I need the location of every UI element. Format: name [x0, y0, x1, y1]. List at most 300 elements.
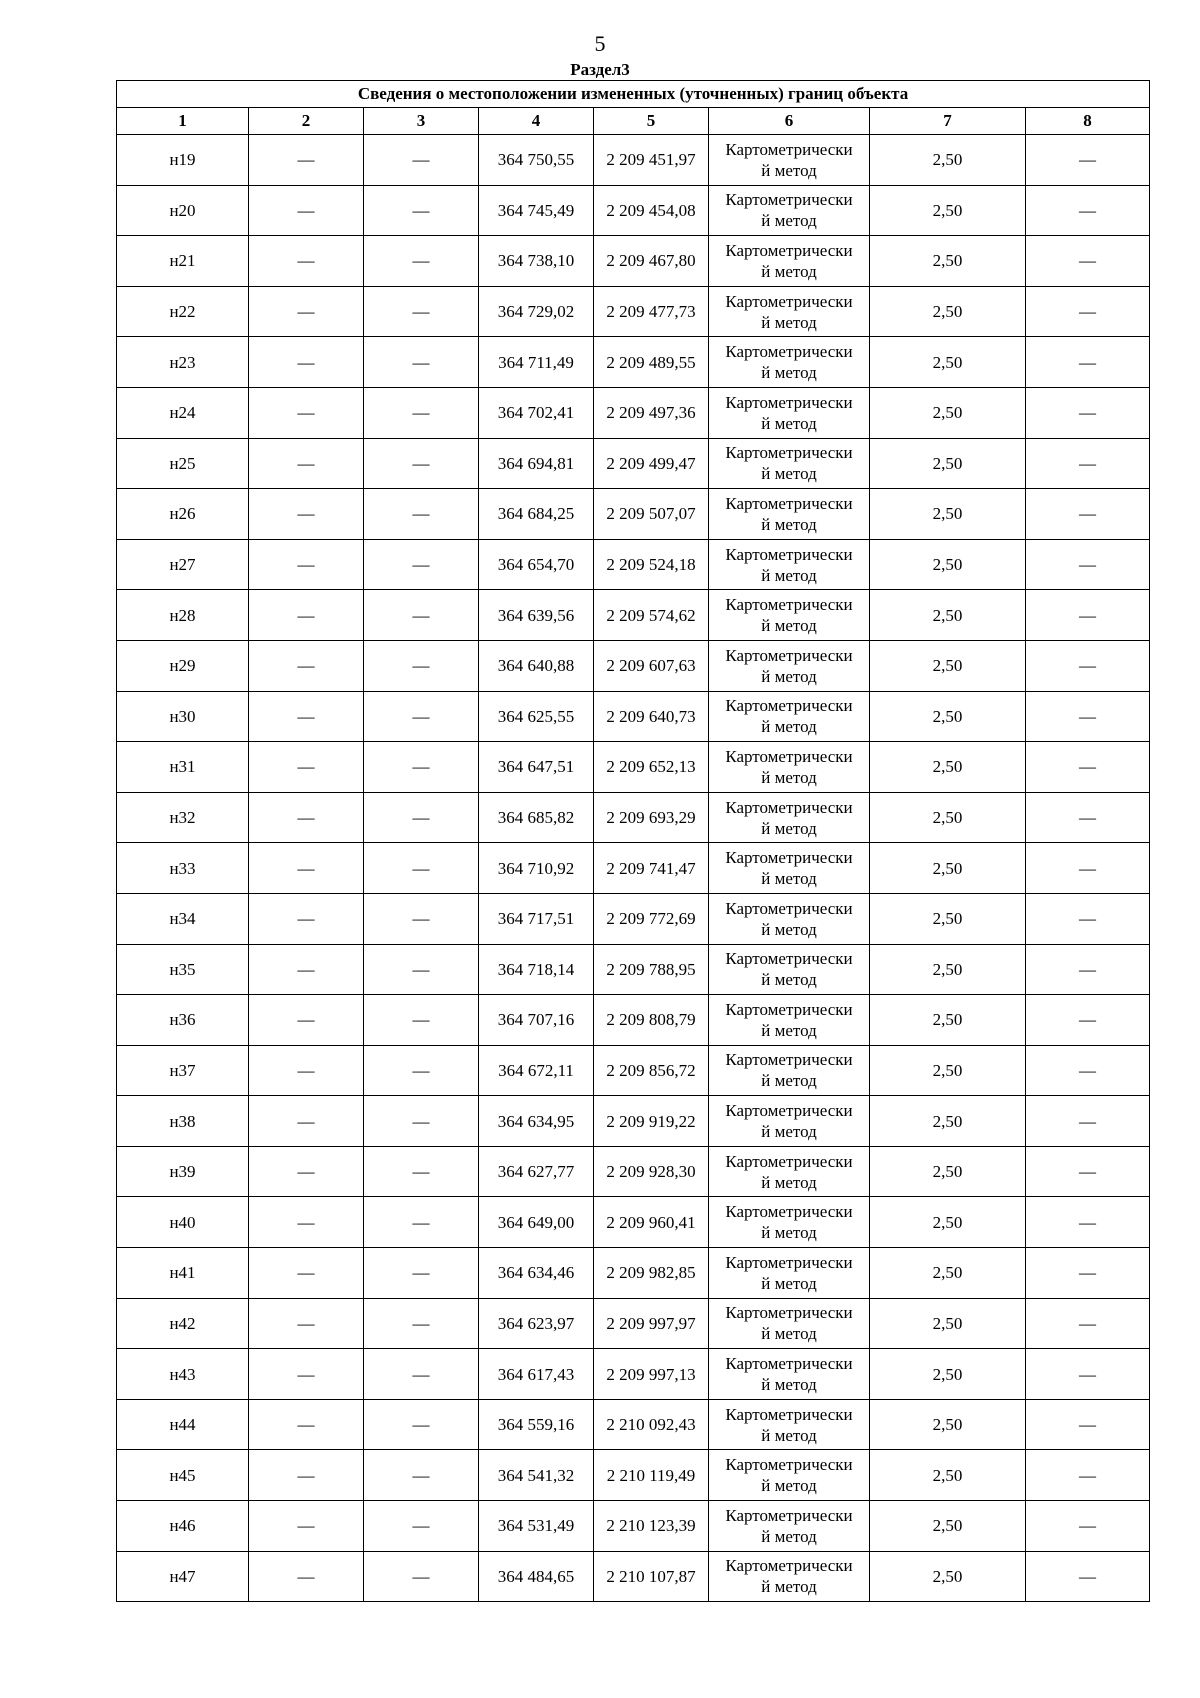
method-line-1: Картометрически [725, 240, 853, 260]
determination-method [709, 1045, 870, 1096]
empty-value-dash: — [249, 337, 364, 388]
table-row [117, 438, 1150, 489]
empty-value-dash: — [1026, 1197, 1150, 1248]
x-coordinate: 364 625,55 [479, 691, 594, 742]
point-name: н29 [117, 640, 249, 691]
empty-value-dash: — [249, 1045, 364, 1096]
empty-value-dash: — [1026, 944, 1150, 995]
y-coordinate: 2 210 123,39 [594, 1501, 709, 1552]
table-row [117, 387, 1150, 438]
empty-value-dash: — [1026, 539, 1150, 590]
determination-method [709, 1450, 870, 1501]
accuracy-value: 2,50 [870, 489, 1026, 540]
section-label: Раздел3 [570, 60, 630, 79]
point-name: н30 [117, 691, 249, 742]
method-line-1: Картометрически [725, 1202, 853, 1222]
empty-value-dash: — [364, 135, 479, 186]
table-row [117, 1551, 1150, 1602]
accuracy-value: 2,50 [870, 438, 1026, 489]
method-line-1: Картометрически [725, 1354, 853, 1374]
method-line-1: Картометрически [725, 746, 853, 766]
x-coordinate: 364 738,10 [479, 236, 594, 287]
empty-value-dash: — [249, 489, 364, 540]
accuracy-value: 2,50 [870, 387, 1026, 438]
point-name: н19 [117, 135, 249, 186]
table-row [117, 286, 1150, 337]
accuracy-value: 2,50 [870, 236, 1026, 287]
y-coordinate: 2 209 451,97 [594, 135, 709, 186]
method-line-2: й метод [761, 818, 817, 838]
method-line-2: й метод [761, 1020, 817, 1040]
y-coordinate: 2 209 997,97 [594, 1298, 709, 1349]
table-row [117, 590, 1150, 641]
y-coordinate: 2 209 788,95 [594, 944, 709, 995]
table-row [117, 1450, 1150, 1501]
empty-value-dash: — [364, 489, 479, 540]
point-name: н41 [117, 1248, 249, 1299]
empty-value-dash: — [364, 539, 479, 590]
determination-method [709, 286, 870, 337]
point-name: н21 [117, 236, 249, 287]
x-coordinate: 364 627,77 [479, 1146, 594, 1197]
empty-value-dash: — [1026, 135, 1150, 186]
empty-value-dash: — [1026, 489, 1150, 540]
y-coordinate: 2 209 497,36 [594, 387, 709, 438]
empty-value-dash: — [364, 1197, 479, 1248]
x-coordinate: 364 654,70 [479, 539, 594, 590]
accuracy-value: 2,50 [870, 1248, 1026, 1299]
method-line-2: й метод [761, 970, 817, 990]
method-line-2: й метод [761, 1375, 817, 1395]
empty-value-dash: — [249, 792, 364, 843]
determination-method [709, 843, 870, 894]
empty-value-dash: — [249, 893, 364, 944]
accuracy-value: 2,50 [870, 337, 1026, 388]
empty-value-dash: — [364, 995, 479, 1046]
method-line-2: й метод [761, 1577, 817, 1597]
column-header: 2 [249, 108, 364, 135]
method-line-1: Картометрически [725, 1556, 853, 1576]
determination-method [709, 489, 870, 540]
y-coordinate: 2 209 856,72 [594, 1045, 709, 1096]
empty-value-dash: — [249, 1096, 364, 1147]
method-line-1: Картометрически [725, 1252, 853, 1272]
point-name: н36 [117, 995, 249, 1046]
accuracy-value: 2,50 [870, 286, 1026, 337]
table-row [117, 1349, 1150, 1400]
y-coordinate: 2 209 741,47 [594, 843, 709, 894]
x-coordinate: 364 694,81 [479, 438, 594, 489]
empty-value-dash: — [364, 1501, 479, 1552]
determination-method [709, 590, 870, 641]
method-line-2: й метод [761, 413, 817, 433]
empty-value-dash: — [249, 944, 364, 995]
method-line-2: й метод [761, 1223, 817, 1243]
point-name: н44 [117, 1399, 249, 1450]
empty-value-dash: — [364, 893, 479, 944]
x-coordinate: 364 639,56 [479, 590, 594, 641]
accuracy-value: 2,50 [870, 1045, 1026, 1096]
accuracy-value: 2,50 [870, 185, 1026, 236]
determination-method [709, 1096, 870, 1147]
method-line-2: й метод [761, 363, 817, 383]
empty-value-dash: — [1026, 1248, 1150, 1299]
accuracy-value: 2,50 [870, 1450, 1026, 1501]
point-name: н28 [117, 590, 249, 641]
empty-value-dash: — [364, 1450, 479, 1501]
table-title: Сведения о местоположении измененных (уточненных) границ объекта [117, 81, 1150, 108]
method-line-2: й метод [761, 464, 817, 484]
y-coordinate: 2 209 997,13 [594, 1349, 709, 1400]
accuracy-value: 2,50 [870, 792, 1026, 843]
method-line-1: Картометрически [725, 999, 853, 1019]
x-coordinate: 364 750,55 [479, 135, 594, 186]
point-name: н34 [117, 893, 249, 944]
method-line-2: й метод [761, 666, 817, 686]
empty-value-dash: — [249, 1197, 364, 1248]
method-line-2: й метод [761, 211, 817, 231]
empty-value-dash: — [364, 1298, 479, 1349]
point-name: н35 [117, 944, 249, 995]
table-row [117, 1248, 1150, 1299]
determination-method [709, 691, 870, 742]
method-line-1: Картометрически [725, 1101, 853, 1121]
empty-value-dash: — [1026, 1146, 1150, 1197]
y-coordinate: 2 209 982,85 [594, 1248, 709, 1299]
x-coordinate: 364 649,00 [479, 1197, 594, 1248]
accuracy-value: 2,50 [870, 1501, 1026, 1552]
empty-value-dash: — [364, 1045, 479, 1096]
accuracy-value: 2,50 [870, 1197, 1026, 1248]
x-coordinate: 364 729,02 [479, 286, 594, 337]
y-coordinate: 2 210 119,49 [594, 1450, 709, 1501]
table-row [117, 1146, 1150, 1197]
point-name: н26 [117, 489, 249, 540]
x-coordinate: 364 634,46 [479, 1248, 594, 1299]
determination-method [709, 135, 870, 186]
method-line-1: Картометрически [725, 1404, 853, 1424]
column-header: 3 [364, 108, 479, 135]
determination-method [709, 893, 870, 944]
point-name: н43 [117, 1349, 249, 1400]
empty-value-dash: — [249, 387, 364, 438]
empty-value-dash: — [1026, 185, 1150, 236]
method-line-2: й метод [761, 919, 817, 939]
empty-value-dash: — [364, 286, 479, 337]
x-coordinate: 364 531,49 [479, 1501, 594, 1552]
x-coordinate: 364 541,32 [479, 1450, 594, 1501]
table-row [117, 944, 1150, 995]
y-coordinate: 2 209 960,41 [594, 1197, 709, 1248]
x-coordinate: 364 717,51 [479, 893, 594, 944]
determination-method [709, 236, 870, 287]
empty-value-dash: — [364, 590, 479, 641]
method-line-1: Картометрически [725, 190, 853, 210]
determination-method [709, 1298, 870, 1349]
determination-method [709, 1501, 870, 1552]
y-coordinate: 2 209 808,79 [594, 995, 709, 1046]
y-coordinate: 2 209 467,80 [594, 236, 709, 287]
empty-value-dash: — [1026, 843, 1150, 894]
empty-value-dash: — [249, 995, 364, 1046]
accuracy-value: 2,50 [870, 640, 1026, 691]
method-line-1: Картометрически [725, 797, 853, 817]
y-coordinate: 2 209 607,63 [594, 640, 709, 691]
table-row [117, 1298, 1150, 1349]
determination-method [709, 387, 870, 438]
empty-value-dash: — [1026, 1399, 1150, 1450]
empty-value-dash: — [249, 438, 364, 489]
empty-value-dash: — [249, 1349, 364, 1400]
method-line-1: Картометрически [725, 848, 853, 868]
empty-value-dash: — [364, 387, 479, 438]
empty-value-dash: — [364, 691, 479, 742]
table-row [117, 539, 1150, 590]
table-row [117, 893, 1150, 944]
method-line-1: Картометрически [725, 1455, 853, 1475]
point-name: н47 [117, 1551, 249, 1602]
x-coordinate: 364 617,43 [479, 1349, 594, 1400]
x-coordinate: 364 634,95 [479, 1096, 594, 1147]
empty-value-dash: — [249, 1399, 364, 1450]
method-line-1: Картометрически [725, 342, 853, 362]
empty-value-dash: — [1026, 1298, 1150, 1349]
empty-value-dash: — [1026, 640, 1150, 691]
x-coordinate: 364 718,14 [479, 944, 594, 995]
table-row [117, 792, 1150, 843]
page-number: 5 [594, 31, 606, 56]
determination-method [709, 1551, 870, 1602]
boundary-coordinates-table [116, 80, 1150, 1602]
determination-method [709, 438, 870, 489]
empty-value-dash: — [364, 640, 479, 691]
column-header: 7 [870, 108, 1026, 135]
method-line-1: Картометрически [725, 595, 853, 615]
x-coordinate: 364 745,49 [479, 185, 594, 236]
determination-method [709, 640, 870, 691]
empty-value-dash: — [1026, 1096, 1150, 1147]
table-row [117, 489, 1150, 540]
x-coordinate: 364 623,97 [479, 1298, 594, 1349]
method-line-1: Картометрически [725, 544, 853, 564]
empty-value-dash: — [364, 438, 479, 489]
table-row [117, 843, 1150, 894]
y-coordinate: 2 209 477,73 [594, 286, 709, 337]
empty-value-dash: — [249, 1501, 364, 1552]
table-row [117, 742, 1150, 793]
y-coordinate: 2 209 640,73 [594, 691, 709, 742]
method-line-2: й метод [761, 1122, 817, 1142]
accuracy-value: 2,50 [870, 843, 1026, 894]
method-line-1: Картометрически [725, 1050, 853, 1070]
column-header-row [117, 108, 1150, 135]
point-name: н37 [117, 1045, 249, 1096]
point-name: н42 [117, 1298, 249, 1349]
method-line-2: й метод [761, 514, 817, 534]
method-line-2: й метод [761, 1425, 817, 1445]
empty-value-dash: — [249, 843, 364, 894]
table-row [117, 337, 1150, 388]
method-line-2: й метод [761, 1476, 817, 1496]
accuracy-value: 2,50 [870, 1298, 1026, 1349]
empty-value-dash: — [1026, 995, 1150, 1046]
empty-value-dash: — [249, 1551, 364, 1602]
empty-value-dash: — [364, 185, 479, 236]
method-line-1: Картометрически [725, 139, 853, 159]
determination-method [709, 1248, 870, 1299]
empty-value-dash: — [364, 1551, 479, 1602]
point-name: н33 [117, 843, 249, 894]
determination-method [709, 185, 870, 236]
method-line-2: й метод [761, 261, 817, 281]
x-coordinate: 364 710,92 [479, 843, 594, 894]
point-name: н46 [117, 1501, 249, 1552]
empty-value-dash: — [364, 1146, 479, 1197]
y-coordinate: 2 209 693,29 [594, 792, 709, 843]
table-row [117, 1096, 1150, 1147]
point-name: н27 [117, 539, 249, 590]
accuracy-value: 2,50 [870, 1146, 1026, 1197]
accuracy-value: 2,50 [870, 1349, 1026, 1400]
y-coordinate: 2 209 919,22 [594, 1096, 709, 1147]
empty-value-dash: — [249, 590, 364, 641]
column-header: 5 [594, 108, 709, 135]
empty-value-dash: — [1026, 337, 1150, 388]
determination-method [709, 337, 870, 388]
determination-method [709, 792, 870, 843]
empty-value-dash: — [364, 742, 479, 793]
accuracy-value: 2,50 [870, 691, 1026, 742]
x-coordinate: 364 640,88 [479, 640, 594, 691]
point-name: н22 [117, 286, 249, 337]
accuracy-value: 2,50 [870, 995, 1026, 1046]
empty-value-dash: — [364, 1096, 479, 1147]
empty-value-dash: — [1026, 438, 1150, 489]
determination-method [709, 1197, 870, 1248]
point-name: н24 [117, 387, 249, 438]
empty-value-dash: — [249, 539, 364, 590]
y-coordinate: 2 209 499,47 [594, 438, 709, 489]
table-title-row [117, 81, 1150, 108]
point-name: н25 [117, 438, 249, 489]
x-coordinate: 364 707,16 [479, 995, 594, 1046]
method-line-2: й метод [761, 312, 817, 332]
empty-value-dash: — [249, 742, 364, 793]
column-header: 8 [1026, 108, 1150, 135]
x-coordinate: 364 672,11 [479, 1045, 594, 1096]
accuracy-value: 2,50 [870, 135, 1026, 186]
table-body [117, 135, 1150, 1602]
point-name: н38 [117, 1096, 249, 1147]
y-coordinate: 2 209 507,07 [594, 489, 709, 540]
method-line-1: Картометрически [725, 1151, 853, 1171]
table-row [117, 236, 1150, 287]
method-line-1: Картометрически [725, 1505, 853, 1525]
determination-method [709, 995, 870, 1046]
method-line-1: Картометрически [725, 1303, 853, 1323]
determination-method [709, 1349, 870, 1400]
empty-value-dash: — [1026, 1349, 1150, 1400]
accuracy-value: 2,50 [870, 1551, 1026, 1602]
empty-value-dash: — [1026, 691, 1150, 742]
x-coordinate: 364 684,25 [479, 489, 594, 540]
empty-value-dash: — [1026, 742, 1150, 793]
determination-method [709, 539, 870, 590]
method-line-2: й метод [761, 565, 817, 585]
table-row [117, 135, 1150, 186]
method-line-1: Картометрически [725, 949, 853, 969]
x-coordinate: 364 711,49 [479, 337, 594, 388]
accuracy-value: 2,50 [870, 1399, 1026, 1450]
method-line-2: й метод [761, 767, 817, 787]
point-name: н39 [117, 1146, 249, 1197]
accuracy-value: 2,50 [870, 893, 1026, 944]
empty-value-dash: — [1026, 1501, 1150, 1552]
determination-method [709, 944, 870, 995]
method-line-2: й метод [761, 160, 817, 180]
column-header: 6 [709, 108, 870, 135]
empty-value-dash: — [364, 1399, 479, 1450]
accuracy-value: 2,50 [870, 590, 1026, 641]
y-coordinate: 2 209 652,13 [594, 742, 709, 793]
point-name: н40 [117, 1197, 249, 1248]
empty-value-dash: — [1026, 792, 1150, 843]
empty-value-dash: — [364, 792, 479, 843]
determination-method [709, 1146, 870, 1197]
empty-value-dash: — [1026, 387, 1150, 438]
empty-value-dash: — [1026, 590, 1150, 641]
table-row [117, 691, 1150, 742]
empty-value-dash: — [249, 236, 364, 287]
method-line-2: й метод [761, 1526, 817, 1546]
empty-value-dash: — [249, 1248, 364, 1299]
empty-value-dash: — [364, 1248, 479, 1299]
y-coordinate: 2 209 524,18 [594, 539, 709, 590]
empty-value-dash: — [364, 1349, 479, 1400]
empty-value-dash: — [249, 1146, 364, 1197]
empty-value-dash: — [364, 337, 479, 388]
y-coordinate: 2 210 107,87 [594, 1551, 709, 1602]
empty-value-dash: — [1026, 236, 1150, 287]
method-line-2: й метод [761, 1273, 817, 1293]
column-header: 1 [117, 108, 249, 135]
method-line-1: Картометрически [725, 443, 853, 463]
x-coordinate: 364 559,16 [479, 1399, 594, 1450]
x-coordinate: 364 702,41 [479, 387, 594, 438]
empty-value-dash: — [249, 185, 364, 236]
method-line-1: Картометрически [725, 696, 853, 716]
empty-value-dash: — [364, 236, 479, 287]
point-name: н23 [117, 337, 249, 388]
method-line-2: й метод [761, 1071, 817, 1091]
point-name: н31 [117, 742, 249, 793]
y-coordinate: 2 209 489,55 [594, 337, 709, 388]
y-coordinate: 2 209 772,69 [594, 893, 709, 944]
y-coordinate: 2 210 092,43 [594, 1399, 709, 1450]
table-row [117, 1399, 1150, 1450]
x-coordinate: 364 484,65 [479, 1551, 594, 1602]
empty-value-dash: — [364, 843, 479, 894]
y-coordinate: 2 209 928,30 [594, 1146, 709, 1197]
determination-method [709, 742, 870, 793]
y-coordinate: 2 209 574,62 [594, 590, 709, 641]
method-line-2: й метод [761, 717, 817, 737]
table-row [117, 1501, 1150, 1552]
empty-value-dash: — [249, 1298, 364, 1349]
determination-method [709, 1399, 870, 1450]
empty-value-dash: — [1026, 286, 1150, 337]
table-row [117, 640, 1150, 691]
